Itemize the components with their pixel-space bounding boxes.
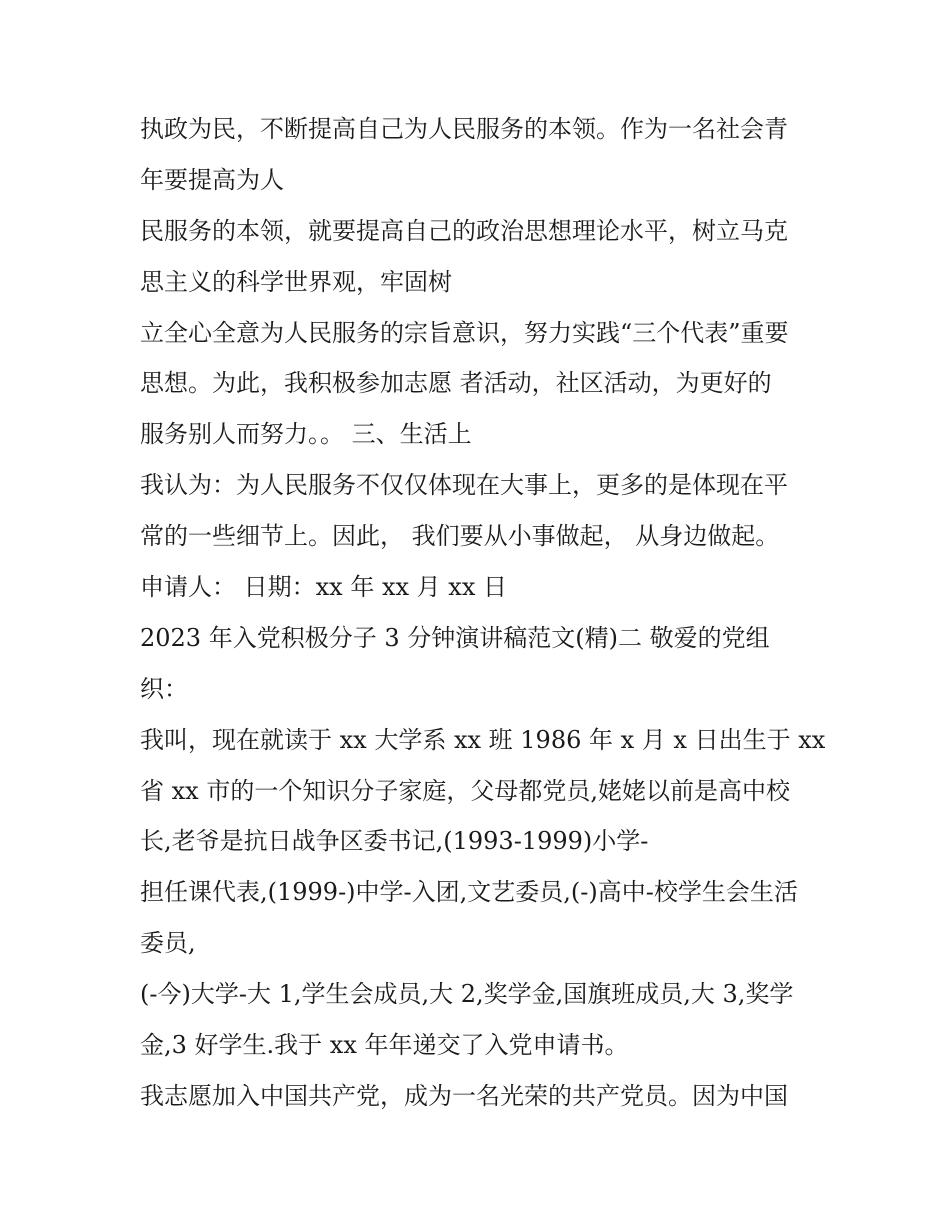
text-line: 长,老爷是抗日战争区委书记,(1993-1999)小学- bbox=[140, 827, 649, 856]
text-line: 省 xx 市的一个知识分子家庭，父母都党员,姥姥以前是高中校 bbox=[140, 776, 790, 805]
text-line: 我认为：为人民服务不仅仅体现在大事上，更多的是体现在平 bbox=[140, 471, 788, 500]
text-line: 服务别人而努力。。 三、生活上 bbox=[140, 420, 472, 449]
text-line: 思主义的科学世界观，牢固树 bbox=[140, 267, 452, 296]
text-line: (-今)大学-大 1,学生会成员,大 2,奖学金,国旗班成员,大 3,奖学 bbox=[140, 980, 794, 1009]
text-line: 担任课代表,(1999-)中学-入团,文艺委员,(-)高中-校学生会生活 bbox=[140, 878, 798, 907]
text-line: 金,3 好学生.我于 xx 年年递交了入党申请书。 bbox=[140, 1031, 629, 1060]
text-line: 执政为民，不断提高自己为人民服务的本领。作为一名社会青 bbox=[140, 115, 788, 143]
text-line: 年要提高为人 bbox=[140, 165, 284, 194]
text-line: 立全心全意为人民服务的宗旨意识，努力实践“三个代表”重要 bbox=[140, 318, 789, 347]
text-line: 思想。为此，我积极参加志愿 者活动，社区活动，为更好的 bbox=[140, 369, 772, 398]
document-body bbox=[140, 104, 830, 1122]
text-line: 民服务的本领，就要提高自己的政治思想理论水平，树立马克 bbox=[140, 216, 788, 245]
text-line: 我志愿加入中国共产党，成为一名光荣的共产党员。因为中国 bbox=[140, 1081, 788, 1110]
section-heading-line: 2023 年入党积极分子 3 分钟演讲稿范文(精)二 敬爱的党组 bbox=[140, 623, 770, 652]
text-line: 我叫，现在就读于 xx 大学系 xx 班 1986 年 x 月 x 日出生于 xx bbox=[140, 725, 826, 754]
text-line: 织： bbox=[140, 674, 188, 703]
text-line: 常的一些细节上。因此， 我们要从小事做起， 从身边做起。 bbox=[140, 522, 780, 551]
signature-date-line: 申请人： 日期：xx 年 xx 月 xx 日 bbox=[140, 573, 507, 602]
text-line: 委员, bbox=[140, 929, 196, 958]
